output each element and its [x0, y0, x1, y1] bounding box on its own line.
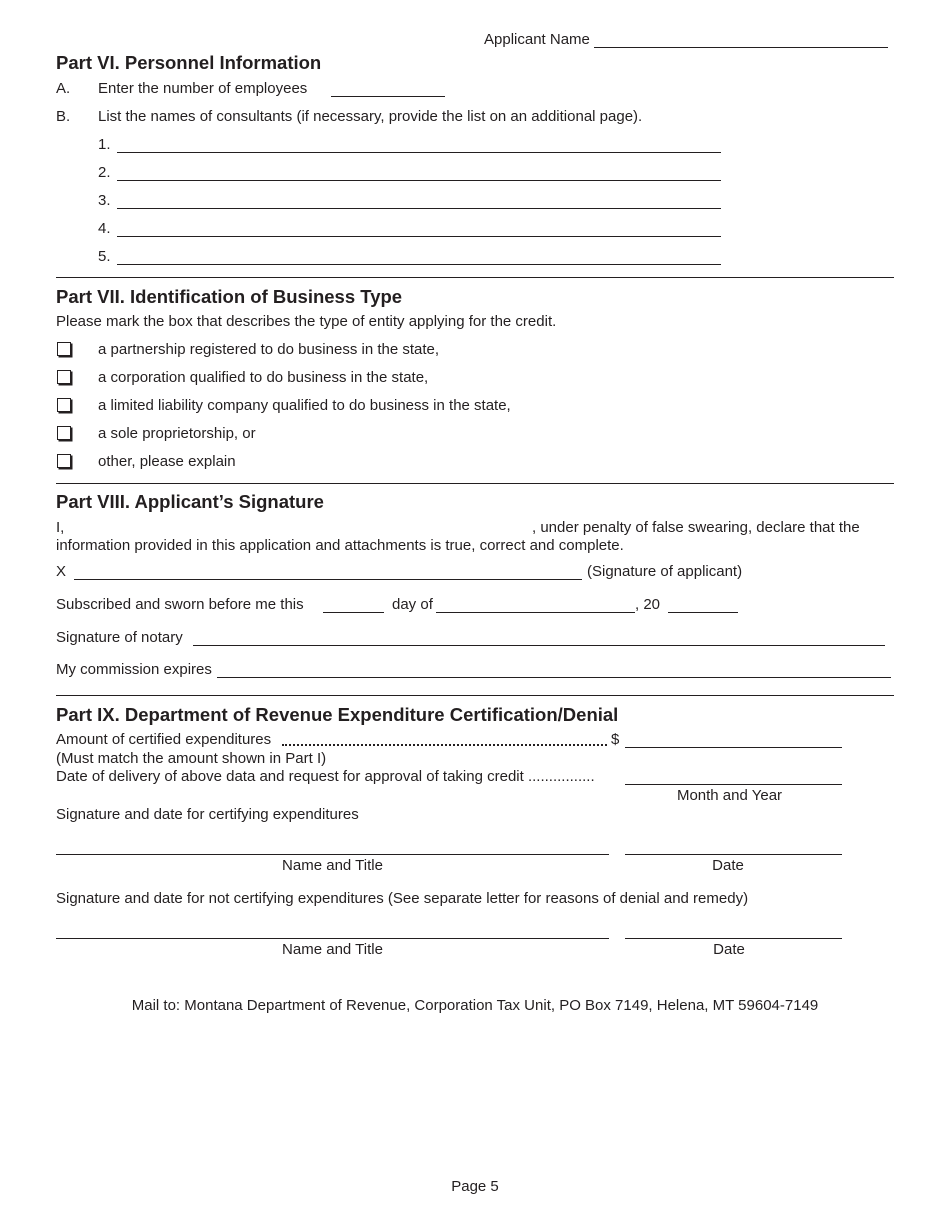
- consultant-4-field[interactable]: [117, 236, 721, 237]
- commission-expires-field[interactable]: [217, 677, 891, 678]
- certify-date-field[interactable]: [625, 854, 842, 855]
- consultant-number: 5.: [98, 248, 111, 265]
- name-title-label: Name and Title: [282, 857, 383, 874]
- year-prefix: , 20: [635, 596, 661, 613]
- part6-b-letter: B.: [56, 108, 71, 125]
- sole-proprietorship-checkbox[interactable]: [57, 426, 71, 440]
- x-mark: X: [56, 563, 67, 580]
- day-of-label: day of: [392, 596, 433, 613]
- delivery-label: Date of delivery of above data and request for approval of taking credit ................: [56, 768, 595, 785]
- consultant-1-field[interactable]: [117, 152, 721, 153]
- dot-leader: [282, 744, 607, 746]
- certify-label: Signature and date for certifying expenditures: [56, 806, 359, 823]
- section-divider: [56, 483, 894, 484]
- part9-title: Part IX. Department of Revenue Expenditure Certification/Denial: [56, 704, 619, 725]
- employees-label: Enter the number of employees: [98, 80, 308, 97]
- part6-title: Part VI. Personnel Information: [56, 52, 322, 73]
- option-label: a partnership registered to do business in the state,: [98, 341, 440, 358]
- date-label: Date: [713, 941, 745, 958]
- deny-name-title-field[interactable]: [56, 938, 609, 939]
- option-label: a sole proprietorship, or: [98, 425, 256, 442]
- sworn-day-field[interactable]: [323, 612, 384, 613]
- delivery-date-field[interactable]: [625, 784, 842, 785]
- dollar-sign: $: [611, 731, 620, 748]
- llc-checkbox[interactable]: [57, 398, 71, 412]
- declaration-start: I,: [56, 519, 65, 536]
- deny-label: Signature and date for not certifying expenditures (See separate letter for reasons of denial and remedy): [56, 890, 749, 907]
- consultant-number: 3.: [98, 192, 111, 209]
- corporation-checkbox[interactable]: [57, 370, 71, 384]
- page-number: Page 5: [451, 1178, 499, 1195]
- applicant-name-field[interactable]: [594, 47, 888, 48]
- sworn-month-field[interactable]: [436, 612, 635, 613]
- mailing-address: Mail to: Montana Department of Revenue, Corporation Tax Unit, PO Box 7149, Helena, MT 59604-7149: [131, 997, 819, 1014]
- option-label: other, please explain: [98, 453, 236, 470]
- applicant-name-label: Applicant Name: [484, 31, 590, 48]
- consultant-number: 4.: [98, 220, 111, 237]
- option-label: a limited liability company qualified to do business in the state,: [98, 397, 511, 414]
- sworn-year-field[interactable]: [668, 612, 738, 613]
- part8-title: Part VIII. Applicant’s Signature: [56, 491, 324, 512]
- month-year-label: Month and Year: [676, 787, 783, 804]
- sworn-label: Subscribed and sworn before me this: [56, 596, 304, 613]
- option-label: a corporation qualified to do business in the state,: [98, 369, 429, 386]
- name-title-label: Name and Title: [282, 941, 383, 958]
- notary-signature-field[interactable]: [193, 645, 885, 646]
- certify-name-title-field[interactable]: [56, 854, 609, 855]
- deny-date-field[interactable]: [625, 938, 842, 939]
- applicant-signature-field[interactable]: [74, 579, 582, 580]
- consultant-2-field[interactable]: [117, 180, 721, 181]
- amount-label: Amount of certified expenditures: [56, 731, 272, 748]
- section-divider: [56, 277, 894, 278]
- consultant-number: 1.: [98, 136, 111, 153]
- consultant-5-field[interactable]: [117, 264, 721, 265]
- declaration-end: , under penalty of false swearing, declare that the: [532, 519, 860, 536]
- employees-field[interactable]: [331, 96, 445, 97]
- business-type-instruction: Please mark the box that describes the type of entity applying for the credit.: [56, 313, 557, 330]
- consultant-number: 2.: [98, 164, 111, 181]
- part6-a-letter: A.: [56, 80, 71, 97]
- declaration-line2: information provided in this application and attachments is true, correct and complete.: [56, 537, 624, 554]
- certified-amount-field[interactable]: [625, 747, 842, 748]
- commission-label: My commission expires: [56, 661, 212, 678]
- date-label: Date: [712, 857, 744, 874]
- other-checkbox[interactable]: [57, 454, 71, 468]
- notary-label: Signature of notary: [56, 629, 183, 646]
- consultant-3-field[interactable]: [117, 208, 721, 209]
- amount-note: (Must match the amount shown in Part I): [56, 750, 327, 767]
- partnership-checkbox[interactable]: [57, 342, 71, 356]
- consultants-label: List the names of consultants (if necessary, provide the list on an additional page).: [98, 108, 643, 125]
- signature-label: (Signature of applicant): [587, 563, 743, 580]
- part7-title: Part VII. Identification of Business Type: [56, 286, 403, 307]
- section-divider: [56, 695, 894, 696]
